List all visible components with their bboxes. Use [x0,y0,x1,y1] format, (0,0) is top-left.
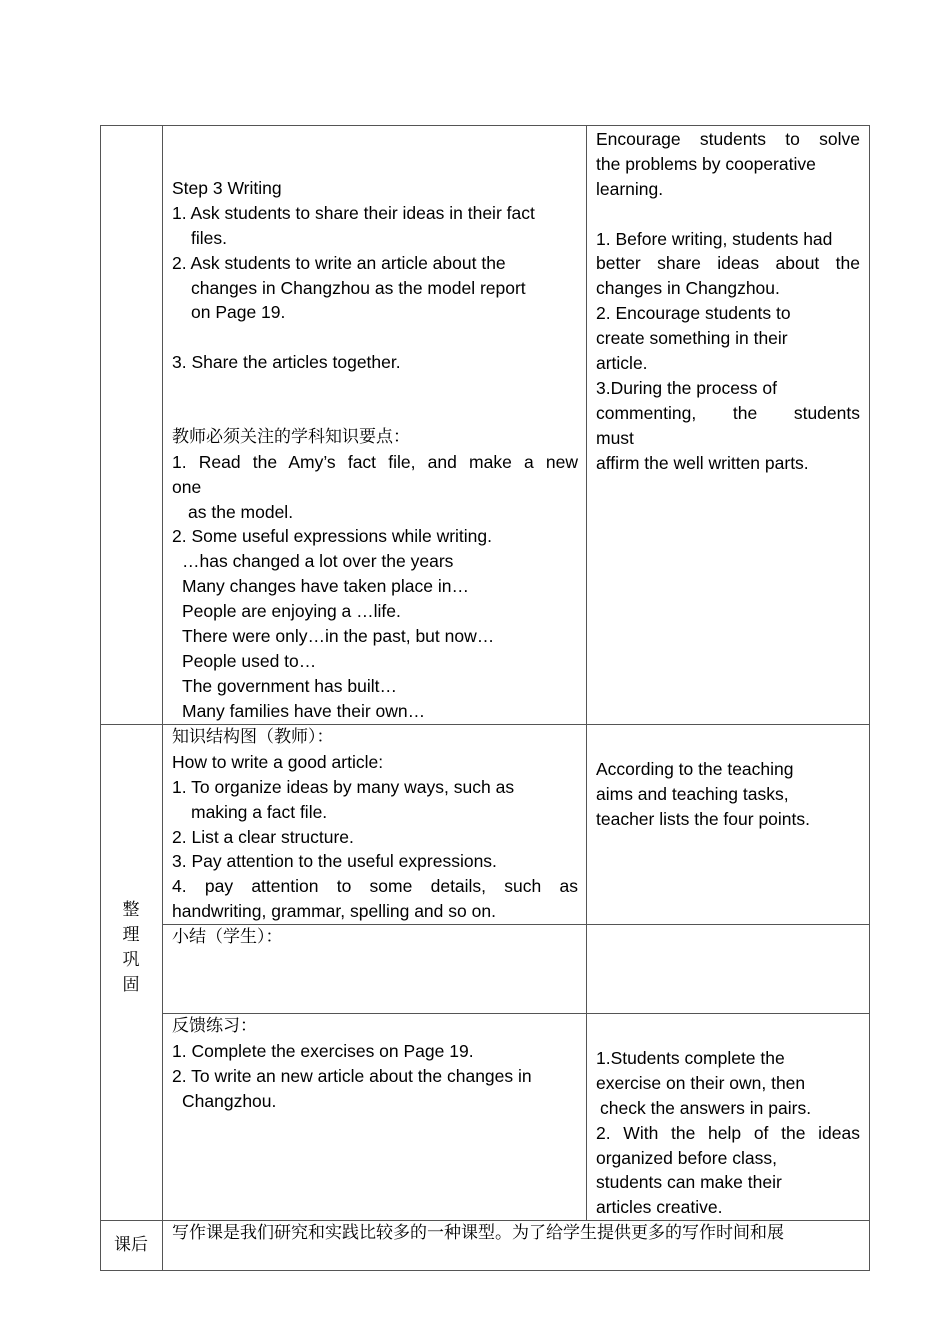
text-line: 2. With the help of the ideas [596,1122,860,1143]
expression-line: The government has built… [182,675,397,696]
text-line: 2. List a clear structure. [172,826,354,847]
text-line: 3. Pay attention to the useful expressions. [172,851,497,872]
expression-line: Many changes have taken place in… [182,576,469,597]
knowledge-points-heading: 教师必须关注的学科知识要点： [172,426,410,447]
text-line: 3. Share the articles together. [172,352,401,373]
stage-label-char: 整 [122,900,140,920]
knowledge-structure-cell [172,725,578,924]
text-line: changes in Changzhou as the model report [191,277,526,298]
text-line: the problems by cooperative [596,153,816,174]
text-line: 1. Ask students to share their ideas in their fact [172,202,535,223]
lesson-plan-table [100,125,870,1270]
blank-line [596,202,860,227]
step3-intent-cell [596,127,860,475]
text-line: 1. Read the Amy’s fact file, and make a new [172,451,578,472]
text-line: handwriting, grammar, spelling and so on. [172,901,496,922]
text-line: must [596,427,634,448]
column-divider [162,125,163,1271]
text-line: 2. Encourage students to [596,303,791,324]
text-line: 3.During the process of [596,377,777,398]
text-line: 1. Complete the exercises on Page 19. [172,1040,474,1061]
text-line: Changzhou. [182,1090,277,1111]
expression-line: …has changed a lot over the years [182,551,454,572]
text-line: article. [596,353,648,374]
text-line: According to the teaching [596,759,794,779]
text-line: as the model. [188,501,294,522]
knowledge-structure-heading: 知识结构图（教师）： [172,727,334,747]
text-line: 2. Ask students to write an article about the [172,252,506,273]
text-line: affirm the well written parts. [596,452,809,473]
stage-label-char: 固 [122,975,140,995]
feedback-heading: 反馈练习： [172,1016,257,1036]
text-line: articles creative. [596,1197,723,1218]
feedback-intent-cell [596,1046,860,1220]
table-border-top [100,125,870,126]
text-line: commenting, the students [596,402,860,423]
table-border-left [100,125,101,1271]
expression-line: Many families have their own… [182,700,426,721]
blank-line [172,325,578,350]
reflection-text: 写作课是我们研究和实践比较多的一种课型。为了给学生提供更多的写作时间和展 [172,1223,784,1243]
knowledge-structure-intent-cell [596,757,860,832]
feedback-exercise-cell [172,1014,578,1114]
text-line: create something in their [596,328,788,349]
text-line: 1. Before writing, students had [596,228,833,249]
text-line: one [172,476,202,497]
table-border-bottom [100,1270,870,1271]
blank-line [172,375,578,400]
text-line: on Page 19. [191,302,286,323]
text-line: organized before class, [596,1147,777,1168]
text-line: Encourage students to solve [596,129,860,149]
text-line: files. [191,227,227,248]
text-line: 2. To write an new article about the changes in [172,1065,532,1086]
text-line: 1.Students complete the [596,1048,785,1068]
text-line: teacher lists the four points. [596,808,810,829]
blank-line [172,400,578,425]
stage-label-consolidation [100,898,162,998]
text-line: learning. [596,178,664,199]
expression-line: People used to… [182,650,317,671]
after-class-reflection [172,1221,866,1246]
text-line: better share ideas about the [596,253,860,274]
step3-teaching-cell [172,176,578,724]
text-line: 1. To organize ideas by many ways, such as [172,776,515,797]
expression-line: People are enjoying a …life. [182,601,401,622]
table-border-right [869,125,870,1271]
text-line: exercise on their own, then [596,1072,806,1093]
after-class-label: 课后 [114,1235,148,1255]
stage-label-char: 巩 [122,950,140,970]
summary-heading: 小结（学生）： [172,927,283,947]
expression-line: There were only…in the past, but now… [182,626,495,647]
text-line: changes in Changzhou. [596,278,780,299]
text-line: making a fact file. [191,801,328,822]
text-line: check the answers in pairs. [600,1097,812,1118]
summary-cell [172,925,578,950]
text-line: How to write a good article: [172,751,384,772]
text-line: students can make their [596,1172,782,1193]
column-divider [586,125,587,1221]
text-line: 2. Some useful expressions while writing. [172,526,493,547]
text-line: aims and teaching tasks, [596,783,789,804]
stage-label-char: 理 [122,925,140,945]
text-line: 4. pay attention to some details, such as [172,876,578,897]
step-heading: Step 3 Writing [172,178,282,198]
